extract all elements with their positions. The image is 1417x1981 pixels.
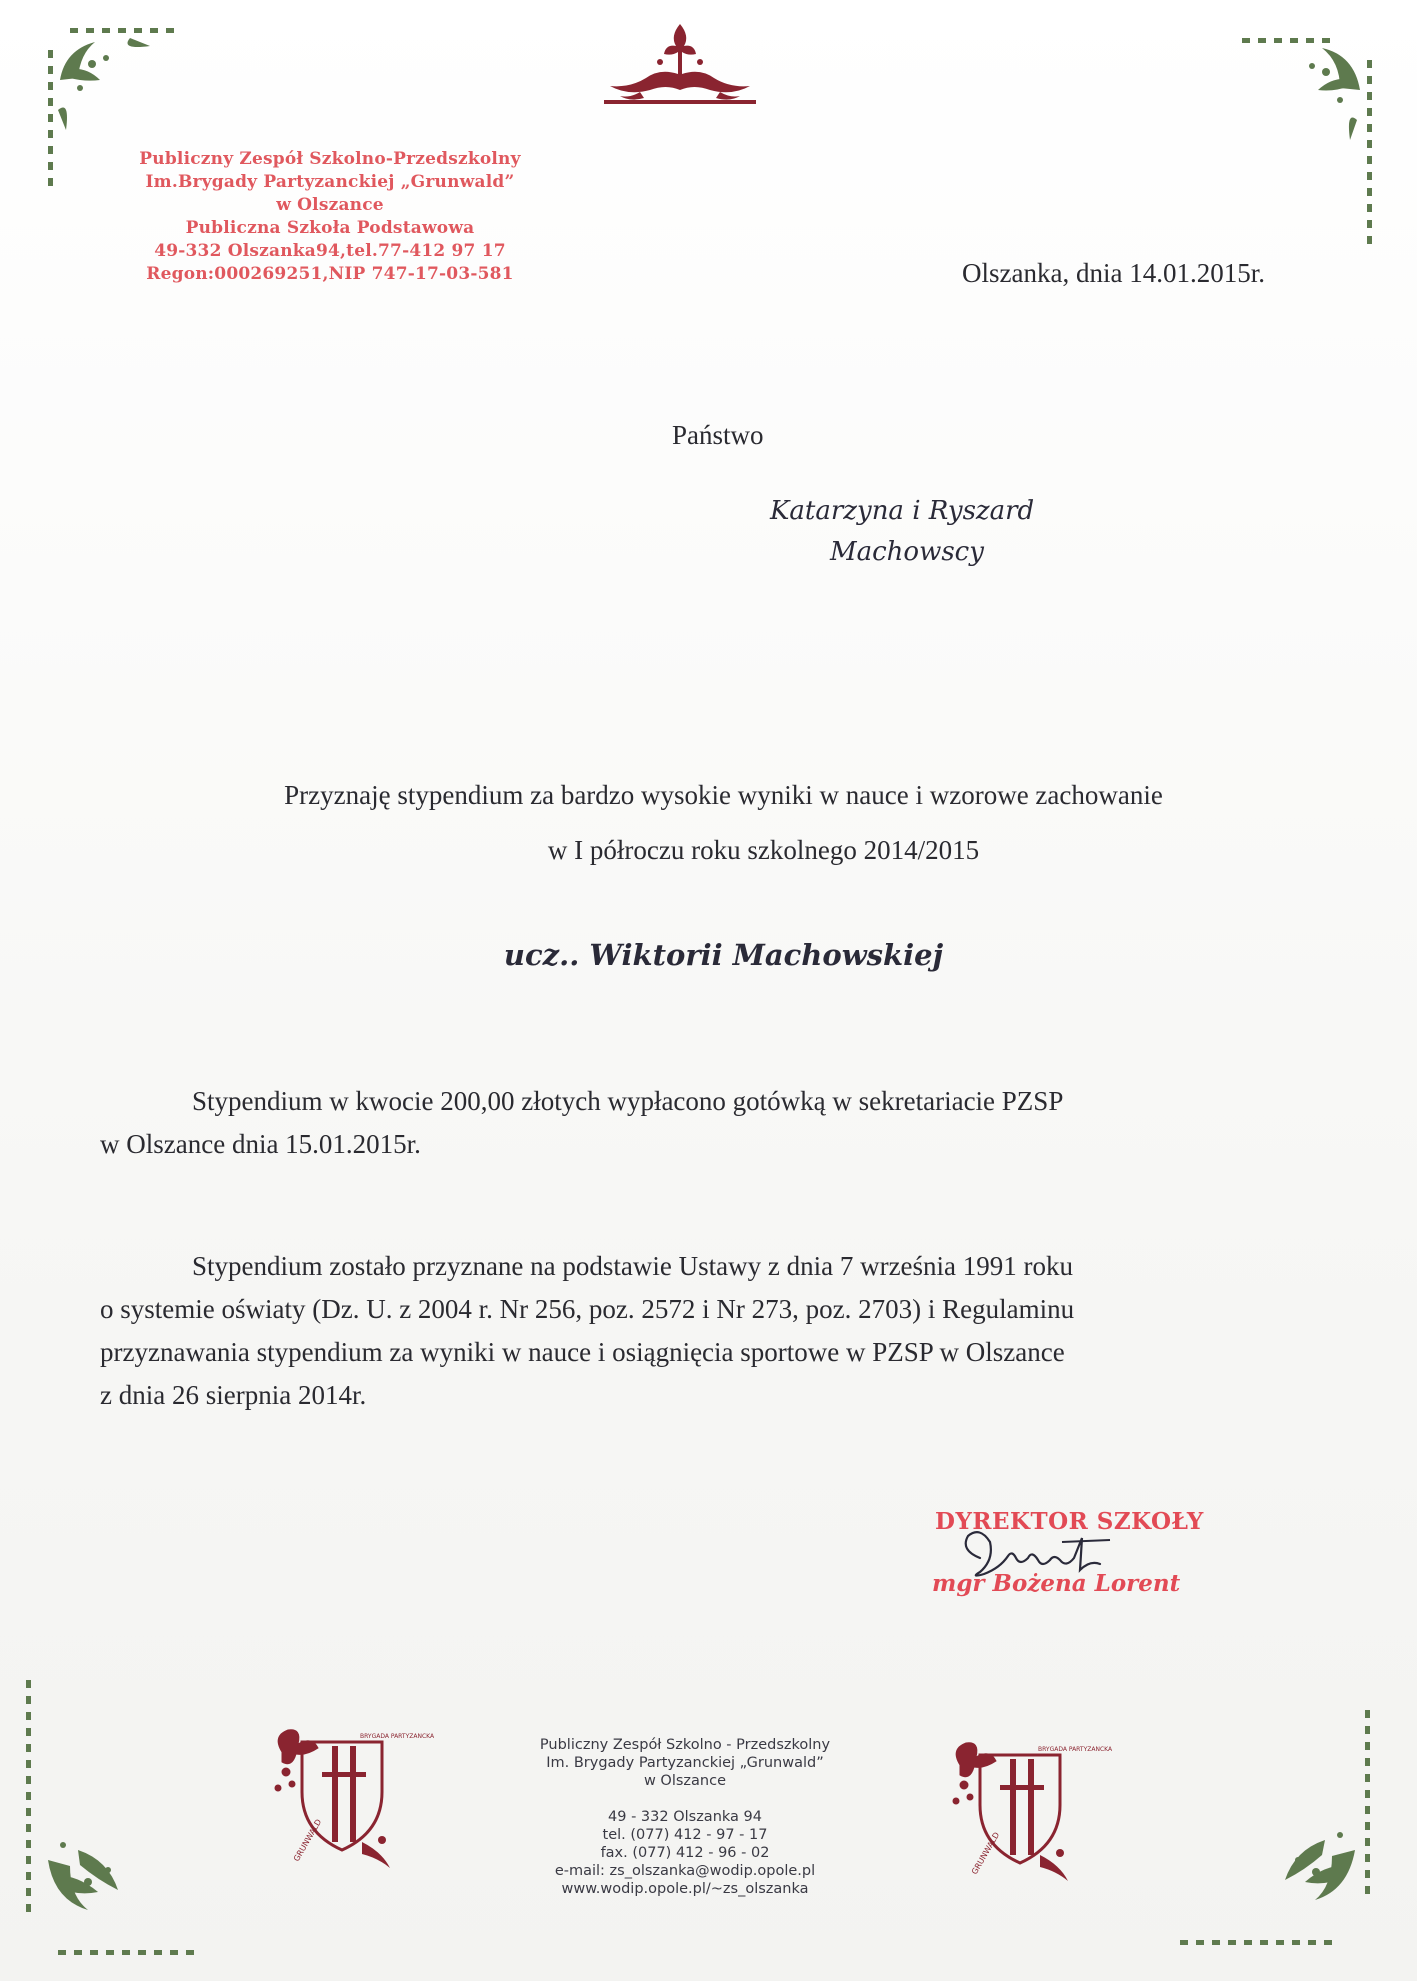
award-line-1: Przyznaję stypendium za bardzo wysokie wyniki w nauce i wzorowe zachowanie [284,780,1163,810]
legal-line-4: z dnia 26 sierpnia 2014r. [100,1380,367,1410]
stamp-line-1: Publiczny Zespół Szkolno-Przedszkolny [139,149,521,169]
school-emblem-left-icon [262,1722,435,1872]
payment-line-1: Stypendium w kwocie 200,00 złotych wypłacono gotówką w sekretariacie PZSP [192,1086,1064,1116]
legal-line-2: o systemie oświaty (Dz. U. z 2004 r. Nr 256, poz. 2572 i Nr 273, poz. 2703) i Regulaminu [100,1294,1075,1324]
footer-web: www.wodip.opole.pl/~zs_olszanka [561,1881,809,1897]
place-date: Olszanka, dnia 14.01.2015r. [962,258,1265,288]
signature-title: DYREKTOR SZKOŁY [935,1508,1204,1535]
corner-ornament-bottom-left-icon [18,1660,218,1970]
recipients-line-1: Katarzyna i Ryszard [770,496,1035,526]
footer-address-line: 49 - 332 Olszanka 94 [608,1809,762,1825]
student-name: ucz.. Wiktorii Machowskiej [503,938,944,972]
emblem-left-grunwald: GRUNWALD [291,1817,324,1863]
payment-line-2: w Olszance dnia 15.01.2015r. [100,1129,421,1159]
footer-address [470,1736,900,1898]
salutation: Państwo [672,420,764,450]
emblem-right-grunwald: GRUNWALD [969,1830,1002,1876]
corner-ornament-top-right-icon [1222,20,1382,250]
award-line-2-wrap [0,835,1417,866]
stamp-line-3: w Olszance [276,195,384,215]
top-center-ornament-icon [600,22,760,112]
school-stamp [110,148,550,286]
stamp-line-2: Im.Brygady Partyzanckiej „Grunwald” [145,172,515,192]
footer-tel: tel. (077) 412 - 97 - 17 [602,1827,768,1843]
recipients-line-2: Machowscy [830,537,984,567]
footer-line-1: Publiczny Zespół Szkolno - Przedszkolny [539,1737,831,1753]
corner-ornament-bottom-right-icon [1140,1700,1390,1970]
stamp-line-5: 49-332 Olszanka94,tel.77-412 97 17 [154,241,506,261]
footer-line-3: w Olszance [643,1773,727,1789]
emblem-right-brygada: BRYGADA PARTYZANCKA [1038,1746,1113,1753]
legal-line-3: przyznawania stypendium za wyniki w nauce i osiągnięcia sportowe w PZSP w Olszance [100,1337,1065,1367]
stamp-line-6: Regon:000269251,NIP 747-17-03-581 [146,264,514,284]
footer-email: e-mail: zs_olszanka@wodip.opole.pl [554,1863,816,1879]
footer-fax: fax. (077) 412 - 96 - 02 [600,1845,770,1861]
stamp-line-4: Publiczna Szkoła Podstawowa [185,218,475,238]
award-line-2: w I półroczu roku szkolnego 2014/2015 [547,835,980,865]
emblem-left-brygada: BRYGADA PARTYZANCKA [360,1733,435,1740]
signature-name: mgr Bożena Lorent [932,1570,1181,1597]
school-emblem-right-icon [940,1735,1113,1885]
legal-line-1: Stypendium zostało przyznane na podstawie Ustawy z dnia 7 września 1991 roku [192,1251,1074,1281]
footer-line-2: Im. Brygady Partyzanckiej „Grunwald” [546,1755,824,1771]
